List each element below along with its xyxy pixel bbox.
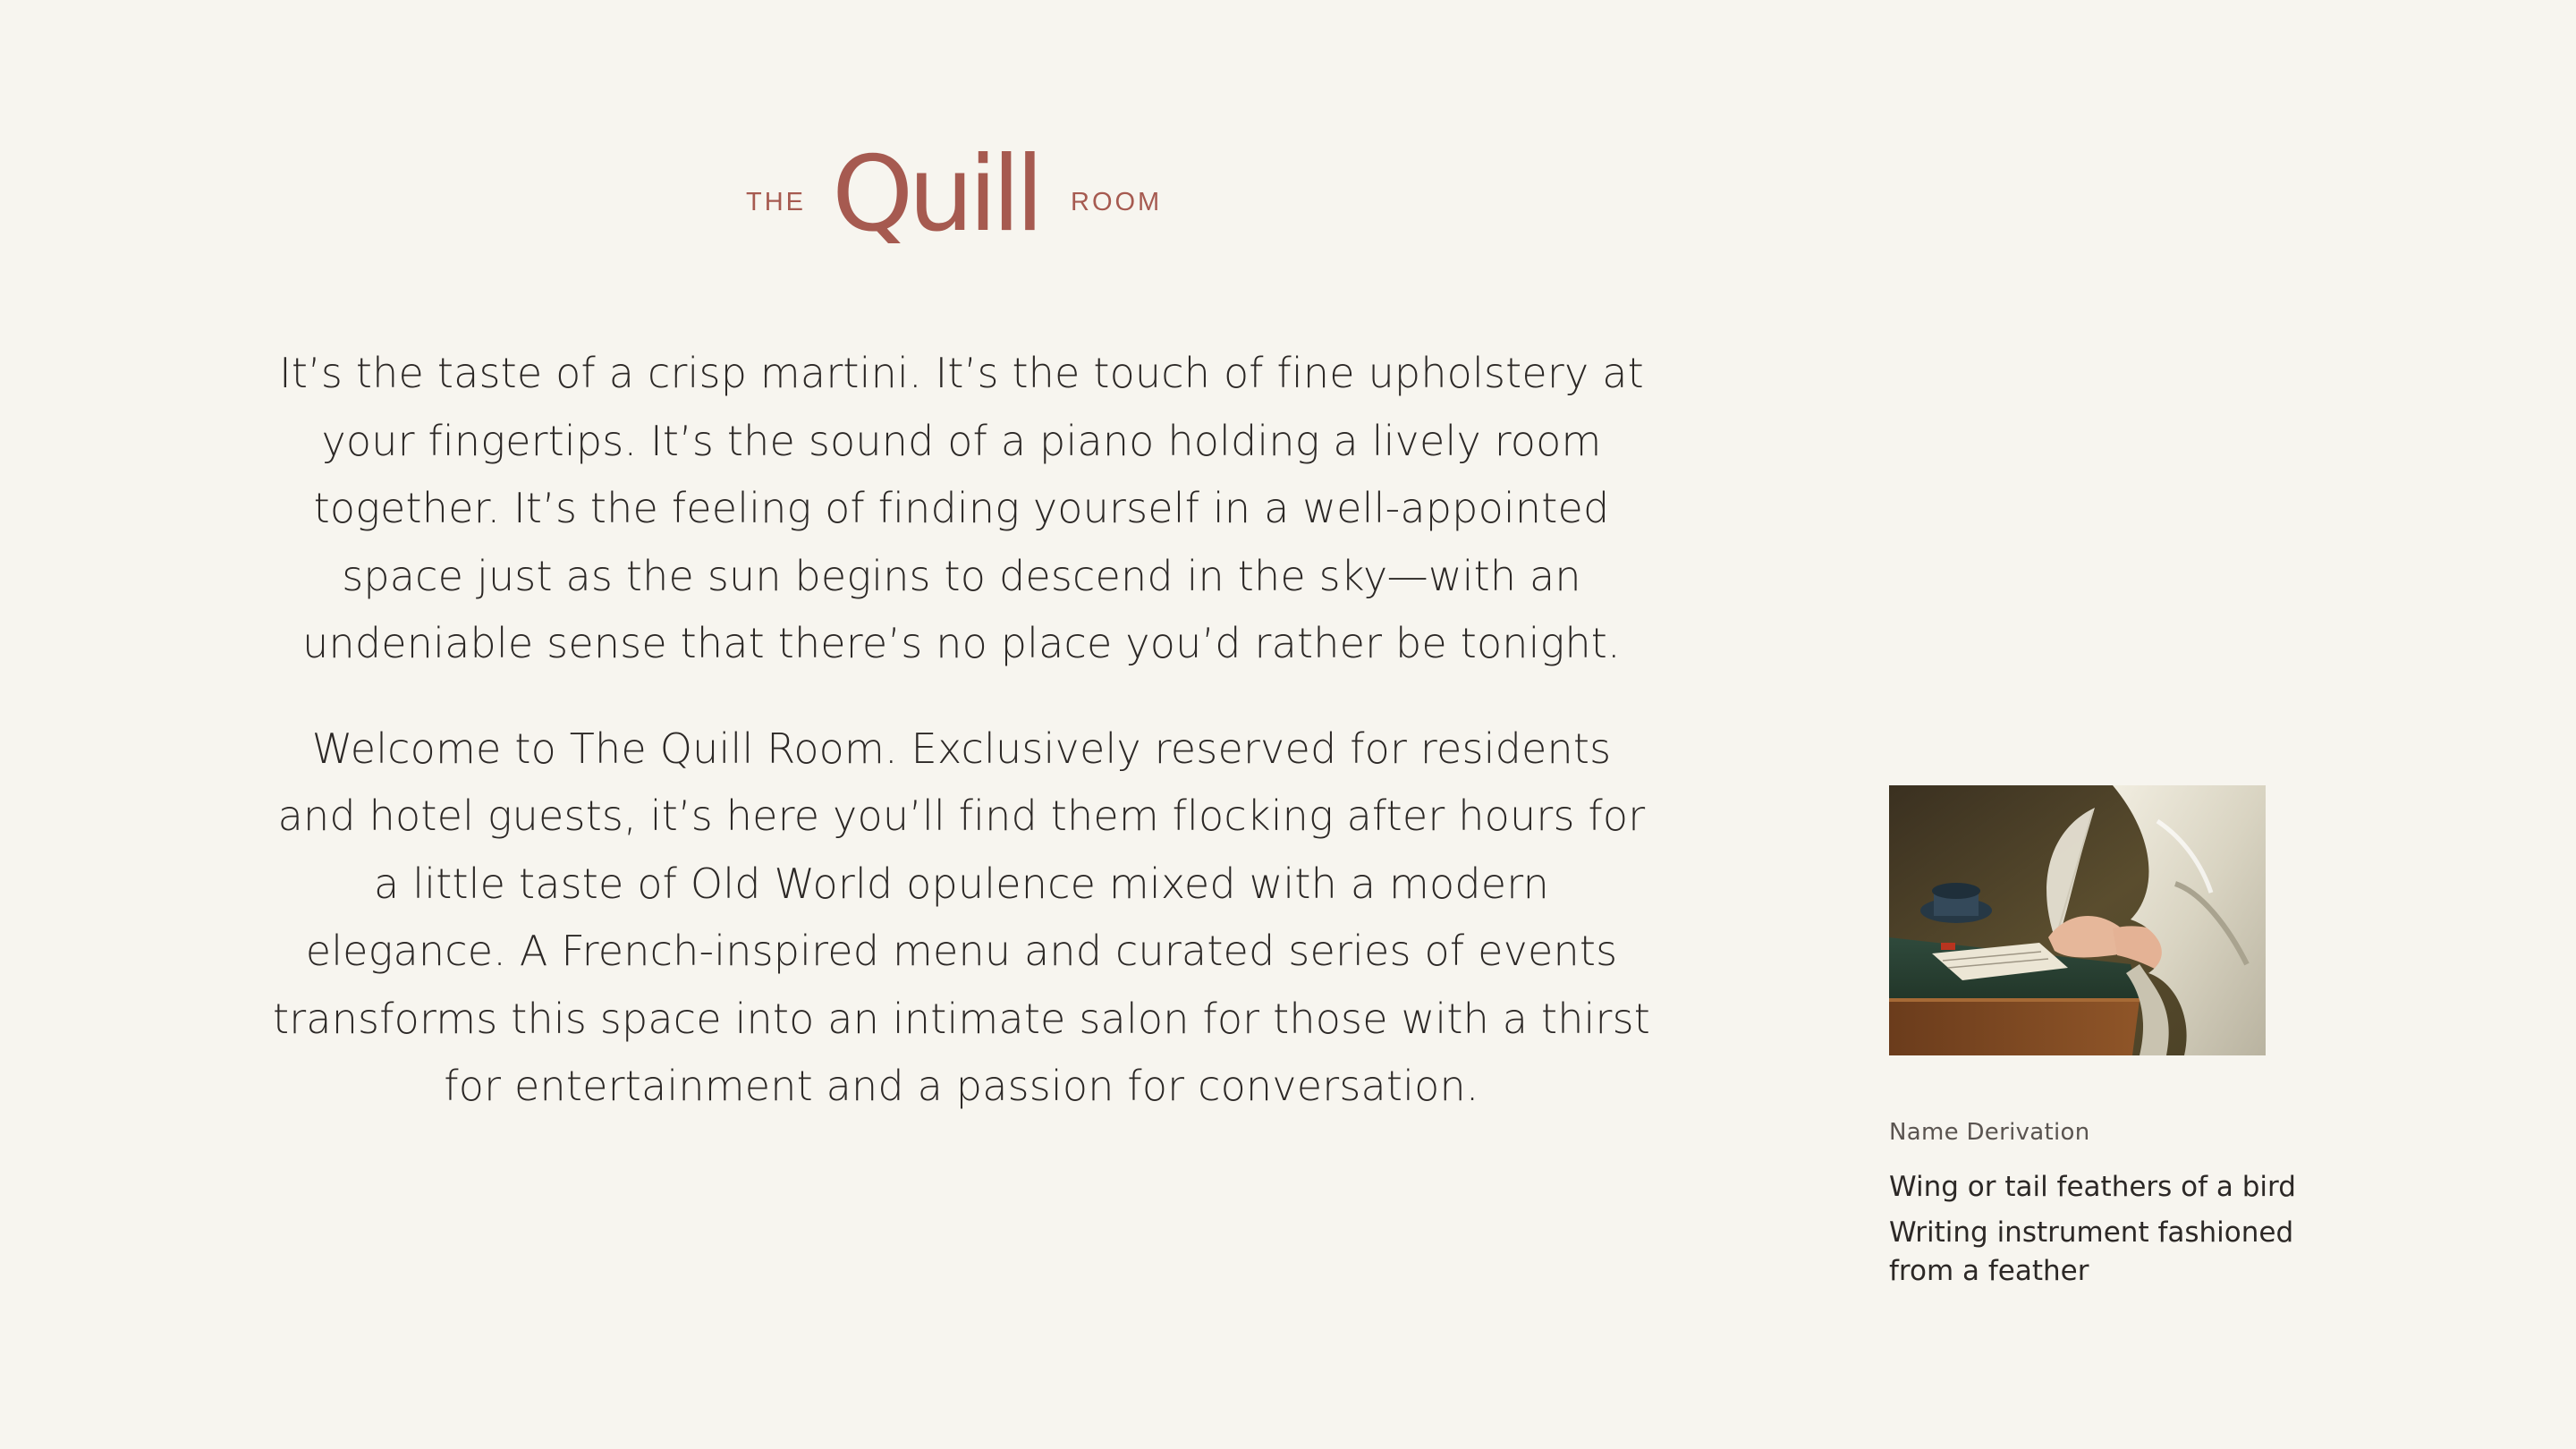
brand-logo	[746, 150, 1180, 267]
intro-copy	[268, 340, 1655, 1121]
logo-the-word: THE	[746, 188, 806, 216]
quill-painting-image	[1889, 785, 2266, 1055]
logo-quill-word: Quill	[832, 150, 1039, 255]
definition-list	[1889, 1168, 2318, 1298]
definition-item-1: Wing or tail feathers of a bird	[1889, 1171, 2296, 1203]
intro-paragraph-1: It’s the taste of a crisp martini. It’s the touch of fine upholstery at your fingertips. It’s the sound of a piano holding a lively room together. It’s the feeling of finding yourself in a well-appointed space just as the sun begins to descend in the sky—with an undeniable sense that there’s no place you’d rather be tonight.	[279, 349, 1644, 667]
definition-item-2: Writing instrument fashioned from a feather	[1889, 1216, 2294, 1287]
intro-paragraph-2: Welcome to The Quill Room. Exclusively reserved for residents and hotel guests, it’s here you’ll find them flocking after hours for a little taste of Old World opulence mixed with a modern elegance. A French-inspired menu and curated series of events transforms this space into an intimate salon for those with a thirst for entertainment and a passion for conversation.	[272, 724, 1651, 1110]
name-derivation-label: Name Derivation	[1889, 1119, 2090, 1146]
painting-illustration	[1889, 785, 2266, 1055]
logo-room-word: ROOM	[1071, 188, 1163, 216]
